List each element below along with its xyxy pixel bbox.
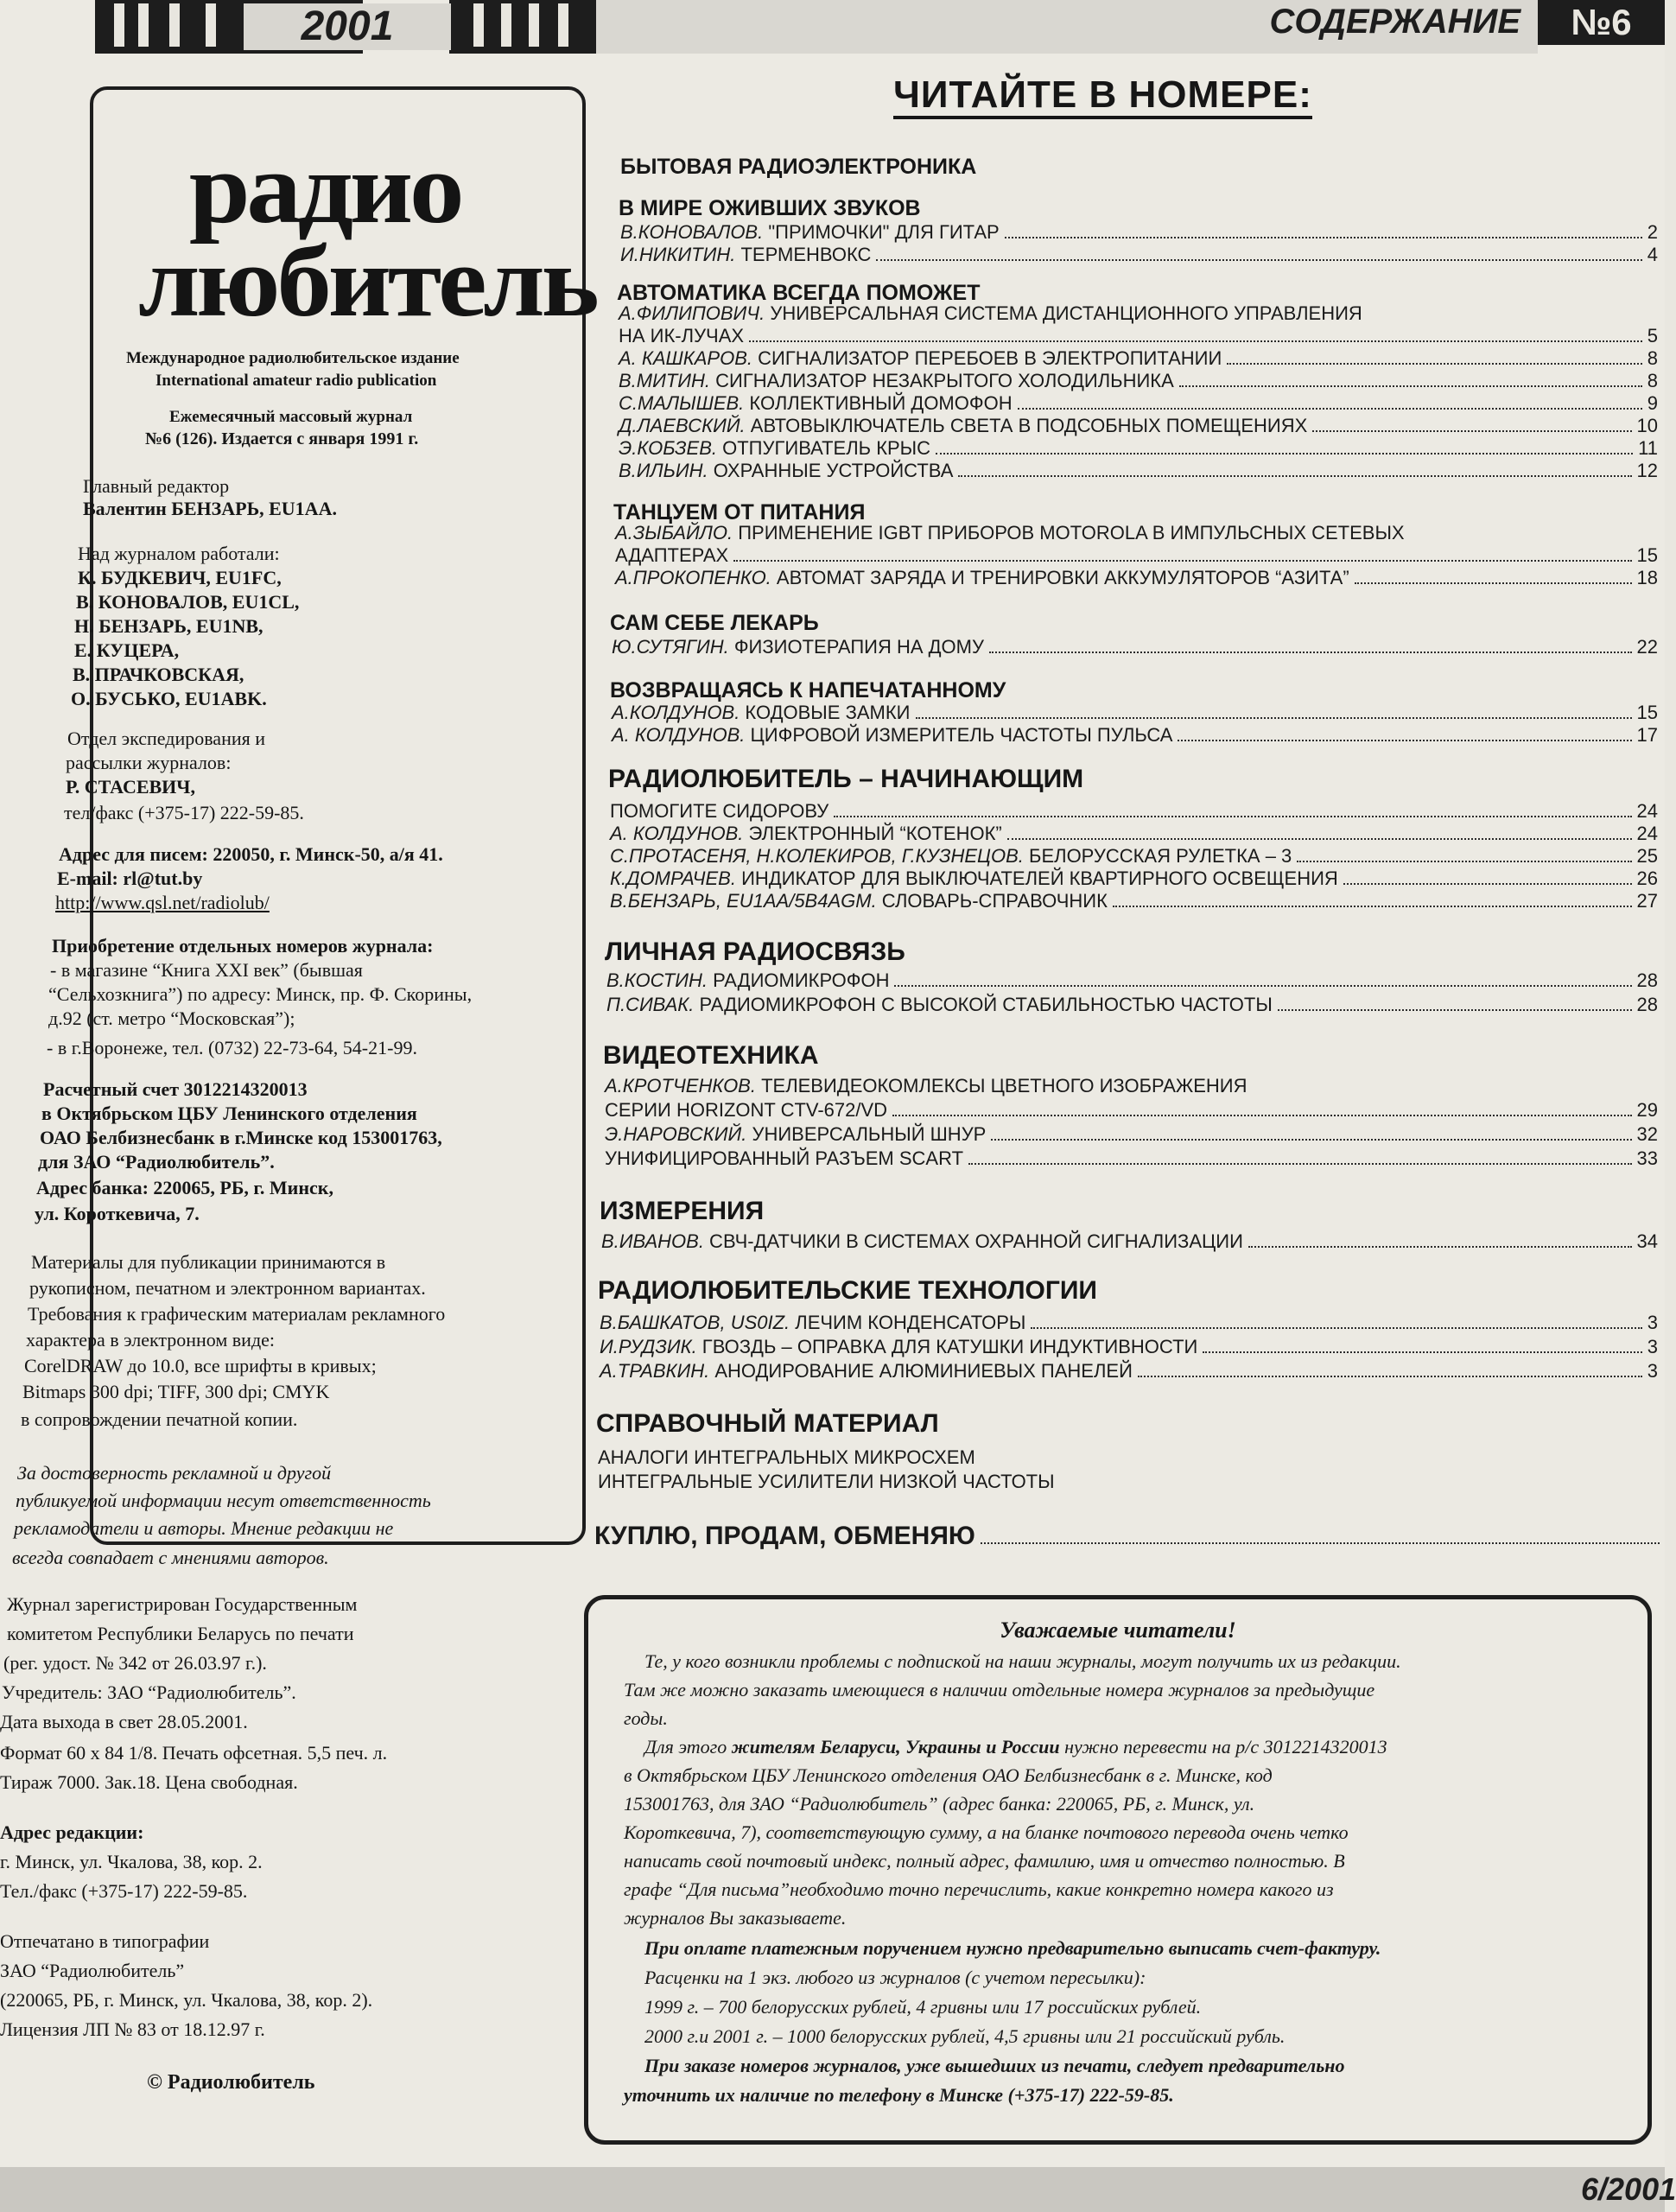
staff-item: Н. БЕНЗАРЬ, EU1NB, xyxy=(74,615,263,637)
toc-entry-page: 32 xyxy=(1636,1123,1658,1145)
toc-entry[interactable] xyxy=(605,1123,1658,1145)
toc-entry[interactable] xyxy=(615,544,1658,566)
toc-entry-page: 15 xyxy=(1636,544,1658,566)
toc-entry[interactable] xyxy=(612,724,1658,746)
top-bar xyxy=(0,0,1665,54)
leader-dots xyxy=(1031,1327,1641,1329)
toc-entry[interactable] xyxy=(600,1312,1658,1333)
toc-entry-page: 10 xyxy=(1636,415,1658,436)
dept-line1: Отдел экспедирования и xyxy=(67,728,266,749)
toc-entry[interactable] xyxy=(610,890,1658,912)
notice-line: уточнить их наличие по телефону в Минске (+375-17) 222-59-85. xyxy=(624,2084,1174,2106)
editorial-address: г. Минск, ул. Чкалова, 38, кор. 2. xyxy=(0,1851,263,1872)
toc-entry-author: Ю.СУТЯГИН. xyxy=(612,636,729,658)
toc-entry-title: СИГНАЛИЗАТОР ПЕРЕБОЕВ В ЭЛЕКТРОПИТАНИИ xyxy=(752,347,1222,369)
buy-line: “Сельхозкнига”) по адресу: Минск, пр. Ф. Скорины, xyxy=(48,983,473,1005)
registration-line: Дата выхода в свет 28.05.2001. xyxy=(0,1711,248,1732)
toc-entry[interactable] xyxy=(610,845,1658,867)
materials-line: CorelDRAW до 10.0, все шрифты в кривых; xyxy=(24,1355,377,1376)
toc-entry[interactable] xyxy=(619,460,1658,481)
printer-line: ЗАО “Радиолюбитель” xyxy=(0,1960,185,1981)
toc-entry-page: 3 xyxy=(1647,1336,1658,1357)
toc-entry-title: СЛОВАРЬ-СПРАВОЧНИК xyxy=(876,890,1108,912)
toc-entry-author: В.КОСТИН. xyxy=(606,969,708,991)
toc-entry[interactable] xyxy=(601,1230,1658,1252)
toc-entry-author: В.КОНОВАЛОВ. xyxy=(620,221,764,243)
toc-section-heading: В МИРЕ ОЖИВШИХ ЗВУКОВ xyxy=(619,196,921,220)
email-link[interactable]: E-mail: rl@tut.by xyxy=(57,868,203,889)
toc-entry-title: ОТПУГИВАТЕЛЬ КРЫС xyxy=(717,437,931,459)
account-line: в Октябрьском ЦБУ Ленинского отделения xyxy=(41,1103,417,1124)
toc-entry-author: И.РУДЗИК. xyxy=(600,1336,697,1357)
toc-entry-title: ТЕРМЕНВОКС xyxy=(735,244,872,265)
dept-line2: рассылки журналов: xyxy=(66,752,232,773)
toc-entry[interactable] xyxy=(610,823,1658,844)
toc-entry[interactable] xyxy=(600,1360,1658,1382)
notice-line: При оплате платежным поручением нужно предварительно выписать счет-фактуру. xyxy=(644,1937,1381,1959)
toc-entry-page: 8 xyxy=(1647,370,1658,391)
account-line: ОАО Белбизнесбанк в г.Минске код 153001763, xyxy=(40,1127,442,1148)
toc-entry-title: АВТОМАТ ЗАРЯДА И ТРЕНИРОВКИ АККУМУЛЯТОРОВ “АЗИТА” xyxy=(771,567,1349,588)
toc-entry[interactable] xyxy=(606,969,1658,991)
toc-entry-title: УНИВЕРСАЛЬНАЯ СИСТЕМА ДИСТАНЦИОННОГО УПРАВЛЕНИЯ xyxy=(765,302,1362,324)
toc-entry-title: ТЕЛЕВИДЕОКОМЛЕКСЫ ЦВЕТНОГО ИЗОБРАЖЕНИЯ xyxy=(755,1075,1247,1096)
toc-entry-title: КОЛЛЕКТИВНЫЙ ДОМОФОН xyxy=(744,392,1013,414)
notice-line: Короткевича, 7), соответствующую сумму, а на бланке почтового перевода очень четко xyxy=(624,1821,1349,1843)
account-line: ул. Короткевича, 7. xyxy=(35,1203,200,1224)
toc-entry-page: 5 xyxy=(1647,325,1658,346)
top-bar-dark-right xyxy=(449,0,596,54)
leader-dots xyxy=(1113,906,1632,907)
toc-section-heading: СПРАВОЧНЫЙ МАТЕРИАЛ xyxy=(596,1409,939,1438)
staff-item: В. КОНОВАЛОВ, EU1CL, xyxy=(76,591,300,613)
notice-line: Расценки на 1 экз. любого из журналов (с учетом пересылки): xyxy=(644,1967,1146,1988)
toc-entry-title: ПРИМЕНЕНИЕ IGBT ПРИБОРОВ MOTOROLA В ИМПУЛЬСНЫХ СЕТЕВЫХ xyxy=(733,522,1405,543)
magazine-logo-line2: любитель xyxy=(137,225,596,338)
toc-entry[interactable] xyxy=(598,1471,1658,1492)
toc-entry-title: АНОДИРОВАНИЕ АЛЮМИНИЕВЫХ ПАНЕЛЕЙ xyxy=(709,1360,1133,1382)
toc-entry-title: РАДИОМИКРОФОН xyxy=(707,969,890,991)
toc-entry-title: СЕРИИ HORIZONT CTV-672/VD xyxy=(605,1099,888,1121)
toc-entry[interactable] xyxy=(615,522,1658,543)
toc-entry-title: "ПРИМОЧКИ" ДЛЯ ГИТАР xyxy=(763,221,1000,243)
toc-entry[interactable] xyxy=(619,392,1658,414)
toc-entry-page: 8 xyxy=(1647,347,1658,369)
leader-dots xyxy=(834,816,1631,817)
account-line: для ЗАО “Радиолюбитель”. xyxy=(38,1151,275,1173)
leader-dots xyxy=(958,475,1631,477)
toc-entry[interactable] xyxy=(619,370,1658,391)
toc-entry-title: ИНДИКАТОР ДЛЯ ВЫКЛЮЧАТЕЛЕЙ КВАРТИРНОГО ОСВЕЩЕНИЯ xyxy=(735,868,1338,889)
magazine-logo-line1: радио xyxy=(188,131,461,245)
toc-entry-author: А. КОЛДУНОВ. xyxy=(610,823,744,844)
buy-title: Приобретение отдельных номеров журнала: xyxy=(52,935,434,957)
toc-entry-author: С.ПРОТАСЕНЯ, Н.КОЛЕКИРОВ, Г.КУЗНЕЦОВ. xyxy=(610,845,1024,867)
leader-dots xyxy=(1203,1351,1641,1353)
toc-section-heading: РАДИОЛЮБИТЕЛЬ – НАЧИНАЮЩИМ xyxy=(608,765,1084,793)
toc-section-heading: ТАНЦУЕМ ОТ ПИТАНИЯ xyxy=(613,500,866,524)
stripe-decoration xyxy=(169,3,180,47)
section-label: СОДЕРЖАНИЕ xyxy=(1269,3,1520,41)
stripe-decoration xyxy=(138,3,149,47)
notice-line: годы. xyxy=(624,1707,668,1729)
materials-line: Материалы для публикации принимаются в xyxy=(31,1251,386,1273)
toc-entry[interactable] xyxy=(619,347,1658,369)
toc-entry[interactable] xyxy=(610,868,1658,889)
toc-entry-title: АДАПТЕРАХ xyxy=(615,544,729,566)
leader-dots xyxy=(1138,1376,1642,1377)
footer-bar xyxy=(0,2167,1665,2212)
materials-line: в сопровождении печатной копии. xyxy=(21,1408,298,1430)
toc-entry-page: 2 xyxy=(1647,221,1658,243)
toc-entry-title: ЦИФРОВОЙ ИЗМЕРИТЕЛЬ ЧАСТОТЫ ПУЛЬСА xyxy=(745,724,1173,746)
leader-dots xyxy=(1278,1009,1632,1011)
toc-entry-author: Э.КОБЗЕВ. xyxy=(619,437,718,459)
notice-line: 153001763, для ЗАО “Радиолюбитель” (адрес банка: 220065, РБ, г. Минск, ул. xyxy=(624,1793,1255,1815)
leader-dots xyxy=(1227,363,1641,365)
toc-entry-author: С.МАЛЫШЕВ. xyxy=(619,392,745,414)
disclaimer-line: рекламодатели и авторы. Мнение редакции не xyxy=(14,1517,394,1539)
toc-entry-page: 29 xyxy=(1636,1099,1658,1121)
toc-entry[interactable] xyxy=(620,244,1658,265)
registration-line: Учредитель: ЗАО “Радиолюбитель”. xyxy=(2,1681,296,1703)
notice-line: 2000 г.и 2001 г. – 1000 белорусских рублей, 4,5 гривны или 21 российский рубль. xyxy=(644,2025,1286,2047)
toc-entry-page: 28 xyxy=(1636,994,1658,1015)
mail-address: Адрес для писем: 220050, г. Минск-50, а/я 41. xyxy=(59,843,443,865)
toc-entry-page: 28 xyxy=(1636,969,1658,991)
toc-entry[interactable] xyxy=(606,994,1658,1015)
registration-line: Тираж 7000. Зак.18. Цена свободная. xyxy=(0,1771,298,1793)
account-line: Расчетный счет 3012214320013 xyxy=(43,1078,308,1100)
toc-entry[interactable] xyxy=(600,1336,1658,1357)
leader-dots xyxy=(1312,430,1631,432)
staff-item: Е. КУЦЕРА, xyxy=(74,639,180,661)
toc-entry-page: 3 xyxy=(1647,1360,1658,1382)
materials-line: Требования к графическим материалам рекламного xyxy=(28,1303,446,1325)
toc-entry-title: АВТОВЫКЛЮЧАТЕЛЬ СВЕТА В ПОДСОБНЫХ ПОМЕЩЕНИЯХ xyxy=(745,415,1308,436)
toc-entry-title: ЭЛЕКТРОННЫЙ “КОТЕНОК” xyxy=(743,823,1002,844)
footer-issue-number: 6/2001 xyxy=(1581,2171,1676,2207)
leader-dots xyxy=(749,340,1642,342)
printer-line: Отпечатано в типографии xyxy=(0,1930,210,1952)
toc-entry-title: КОДОВЫЕ ЗАМКИ xyxy=(740,702,911,723)
leader-dots xyxy=(1018,408,1642,410)
worked-label: Над журналом работали: xyxy=(78,543,280,564)
toc-entry-author: П.СИВАК. xyxy=(606,994,695,1015)
toc-entry-title: ЛЕЧИМ КОНДЕНСАТОРЫ xyxy=(790,1312,1026,1333)
toc-entry-title: СИГНАЛИЗАТОР НЕЗАКРЫТОГО ХОЛОДИЛЬНИКА xyxy=(710,370,1174,391)
toc-section-heading: ВОЗВРАЩАЯСЬ К НАПЕЧАТАННОМУ xyxy=(610,678,1006,702)
registration-line: (рег. удост. № 342 от 26.03.97 г.). xyxy=(3,1652,267,1674)
leader-dots xyxy=(1007,838,1632,840)
toc-entry-page: 22 xyxy=(1636,636,1658,658)
toc-entry-title: ОХРАННЫЕ УСТРОЙСТВА xyxy=(708,460,954,481)
leader-dots xyxy=(1248,1246,1632,1248)
toc-entry-page: 26 xyxy=(1636,868,1658,889)
materials-line: характера в электронном виде: xyxy=(26,1329,276,1351)
materials-line: Bitmaps 300 dpi; TIFF, 300 dpi; CMYK xyxy=(22,1381,330,1402)
copyright: © Радиолюбитель xyxy=(147,2071,315,2094)
toc-entry-author: В.БЕНЗАРЬ, EU1AA/5B4AGM. xyxy=(610,890,877,912)
buy-line: - в магазине “Книга XXI век” (бывшая xyxy=(50,959,363,981)
leader-dots xyxy=(1179,385,1642,387)
toc-entry-title: СВЧ-ДАТЧИКИ В СИСТЕМАХ ОХРАННОЙ СИГНАЛИЗАЦИИ xyxy=(703,1230,1243,1252)
toc-entry-title: ФИЗИОТЕРАПИЯ НА ДОМУ xyxy=(728,636,984,658)
toc-entry-author: А.ПРОКОПЕНКО. xyxy=(615,567,771,588)
stripe-decoration xyxy=(473,3,484,47)
toc-entry-author: Д.ЛАЕВСКИЙ. xyxy=(619,415,746,436)
toc-entry-author: В.ИВАНОВ. xyxy=(601,1230,704,1252)
toc-entry-page: 34 xyxy=(1636,1230,1658,1252)
notice-line: в Октябрьском ЦБУ Ленинского отделения ОАО Белбизнесбанк в г. Минске, код xyxy=(624,1764,1273,1786)
leader-dots xyxy=(981,1542,1660,1544)
toc-entry-author: Э.НАРОВСКИЙ. xyxy=(605,1123,747,1145)
toc-entry[interactable] xyxy=(619,302,1658,324)
toc-entry-page: 17 xyxy=(1636,724,1658,746)
notice-line: графе “Для письма”необходимо точно перечислить, какие конкретно номера какого из xyxy=(624,1878,1334,1900)
leader-dots xyxy=(1005,237,1642,238)
toc-entry[interactable] xyxy=(605,1075,1658,1096)
toc-section-heading: РАДИОЛЮБИТЕЛЬСКИЕ ТЕХНОЛОГИИ xyxy=(598,1276,1097,1305)
editorial-phone: Тел./факс (+375-17) 222-59-85. xyxy=(0,1880,248,1902)
toc-entry-author: А. КАШКАРОВ. xyxy=(619,347,752,369)
website-link[interactable]: http://www.qsl.net/radiolub/ xyxy=(55,892,270,913)
leader-dots xyxy=(991,1139,1631,1141)
toc-entry[interactable] xyxy=(612,702,1658,723)
toc-entry-page: 27 xyxy=(1636,890,1658,912)
account-line: Адрес банка: 220065, РБ, г. Минск, xyxy=(36,1177,333,1198)
buy-line: - в г.Воронеже, тел. (0732) 22-73-64, 54-21-99. xyxy=(47,1037,417,1058)
toc-entry-title: РАДИОМИКРОФОН С ВЫСОКОЙ СТАБИЛЬНОСТЬЮ ЧАСТОТЫ xyxy=(694,994,1273,1015)
notice-line: журналов Вы заказываете. xyxy=(624,1907,847,1929)
chief-label: Главный редактор xyxy=(83,475,230,497)
notice-title: Уважаемые читатели! xyxy=(1000,1618,1236,1643)
toc-entry-page: 9 xyxy=(1647,392,1658,414)
notice-line: Там же можно заказать имеющиеся в наличии отдельные номера журналов за предыдущие xyxy=(624,1679,1375,1700)
toc-entry-title: БЕЛОРУССКАЯ РУЛЕТКА – 3 xyxy=(1023,845,1292,867)
printer-line: (220065, РБ, г. Минск, ул. Чкалова, 38, кор. 2). xyxy=(0,1989,373,2011)
toc-entry-page: 18 xyxy=(1636,567,1658,588)
leader-dots xyxy=(936,453,1633,454)
leader-dots xyxy=(1343,883,1632,885)
toc-entry-page: 15 xyxy=(1636,702,1658,723)
toc-entry[interactable] xyxy=(605,1147,1658,1169)
toc-entry-page: 33 xyxy=(1636,1147,1658,1169)
disclaimer-line: публикуемой информации несут ответственность xyxy=(16,1490,431,1511)
toc-section-heading: АВТОМАТИКА ВСЕГДА ПОМОЖЕТ xyxy=(617,281,981,305)
toc-entry-page: 12 xyxy=(1636,460,1658,481)
toc-entry-author: А.КРОТЧЕНКОВ. xyxy=(605,1075,756,1096)
toc-entry-author: А. КОЛДУНОВ. xyxy=(612,724,746,746)
toc-buy-sell[interactable]: КУПЛЮ, ПРОДАМ, ОБМЕНЯЮ xyxy=(594,1521,1665,1552)
toc-entry[interactable] xyxy=(612,636,1658,658)
notice-line: Для этого жителям Беларуси, Украины и России нужно перевести на р/с 3012214320013 xyxy=(644,1736,1387,1758)
toc-entry-title: АНАЛОГИ ИНТЕГРАЛЬНЫХ МИКРОСХЕМ xyxy=(598,1446,975,1468)
notice-line: 1999 г. – 700 белорусских рублей, 4 гривны или 17 российских рублей. xyxy=(644,1996,1202,2018)
intl-ru: Международное радиолюбительское издание xyxy=(126,349,460,367)
intl-en: International amateur radio publication xyxy=(156,372,437,390)
toc-entry-author: А.ЗЫБАЙЛО. xyxy=(615,522,733,543)
leader-dots xyxy=(989,652,1632,653)
toc-entry-title: НА ИК-ЛУЧАХ xyxy=(619,325,745,346)
toc-section-heading: ЛИЧНАЯ РАДИОСВЯЗЬ xyxy=(605,938,905,966)
staff-item: В. ПРАЧКОВСКАЯ, xyxy=(73,664,244,685)
registration-line: комитетом Республики Беларусь по печати xyxy=(7,1623,354,1644)
toc-entry-page: 24 xyxy=(1636,823,1658,844)
toc-entry[interactable] xyxy=(610,800,1658,822)
stripe-decoration xyxy=(114,3,124,47)
year-label: 2001 xyxy=(244,3,451,50)
category-heading: БЫТОВАЯ РАДИОЭЛЕКТРОНИКА xyxy=(620,155,977,179)
issue-badge: №6 xyxy=(1538,0,1665,45)
toc-section-heading: САМ СЕБЕ ЛЕКАРЬ xyxy=(610,611,819,635)
stripe-decoration xyxy=(558,3,568,47)
staff-item: О. БУСЬКО, EU1ABK. xyxy=(71,688,267,709)
toc-entry[interactable] xyxy=(615,567,1658,588)
stripe-decoration xyxy=(529,3,539,47)
toc-entry[interactable] xyxy=(605,1099,1658,1121)
toc-entry-page: 25 xyxy=(1636,845,1658,867)
toc-title: ЧИТАЙТЕ В НОМЕРЕ: xyxy=(893,73,1312,116)
leader-dots xyxy=(1355,582,1632,584)
notice-line: написать свой почтовый индекс, полный адрес, фамилию, имя и отчество полностью. В xyxy=(624,1850,1345,1872)
toc-entry-author: В.БАШКАТОВ, US0IZ. xyxy=(600,1312,790,1333)
registration-line: Формат 60 х 84 1/8. Печать офсетная. 5,5 печ. л. xyxy=(0,1742,388,1764)
toc-entry-author: В.ИЛЬИН. xyxy=(619,460,708,481)
leader-dots xyxy=(916,717,1632,719)
disclaimer-line: За достоверность рекламной и другой xyxy=(17,1462,332,1484)
toc-entry-title: ПОМОГИТЕ СИДОРОВУ xyxy=(610,800,829,822)
toc-entry-title: ГВОЗДЬ – ОПРАВКА ДЛЯ КАТУШКИ ИНДУКТИВНОСТИ xyxy=(696,1336,1198,1357)
leader-dots xyxy=(968,1163,1632,1165)
registration-line: Журнал зарегистрирован Государственным xyxy=(7,1593,358,1615)
printer-line: Лицензия ЛП № 83 от 18.12.97 г. xyxy=(0,2018,265,2040)
toc-entry-title: УНИВЕРСАЛЬНЫЙ ШНУР xyxy=(746,1123,987,1145)
dept-phone: тел/факс (+375-17) 222-59-85. xyxy=(64,802,304,823)
toc-entry-author: И.НИКИТИН. xyxy=(620,244,736,265)
toc-entry-title: ИНТЕГРАЛЬНЫЕ УСИЛИТЕЛИ НИЗКОЙ ЧАСТОТЫ xyxy=(598,1471,1055,1492)
stripe-decoration xyxy=(501,3,511,47)
dept-name: Р. СТАСЕВИЧ, xyxy=(66,776,195,798)
notice-line: При заказе номеров журналов, уже вышедших из печати, следует предварительно xyxy=(644,2055,1345,2076)
toc-entry[interactable] xyxy=(619,437,1658,459)
materials-line: рукописном, печатном и электронном вариантах. xyxy=(29,1277,426,1299)
toc-entry-page: 3 xyxy=(1647,1312,1658,1333)
leader-dots xyxy=(1297,861,1631,862)
chief-name: Валентин БЕНЗАРЬ, EU1AA. xyxy=(83,498,337,519)
toc-section-heading: ИЗМЕРЕНИЯ xyxy=(600,1197,765,1225)
toc-entry-page: 24 xyxy=(1636,800,1658,822)
leader-dots xyxy=(1178,740,1631,741)
toc-entry[interactable] xyxy=(598,1446,1658,1468)
toc-entry-author: В.МИТИН. xyxy=(619,370,711,391)
toc-section-heading: ВИДЕОТЕХНИКА xyxy=(603,1041,819,1070)
leader-dots xyxy=(733,560,1631,562)
staff-item: К. БУДКЕВИЧ, EU1FC, xyxy=(78,567,282,588)
toc-entry-page: 11 xyxy=(1638,437,1658,459)
toc-entry-page: 4 xyxy=(1647,244,1658,265)
toc-entry-author: А.ТРАВКИН. xyxy=(600,1360,710,1382)
toc-entry[interactable] xyxy=(619,325,1658,346)
toc-entry-title: УНИФИЦИРОВАННЫЙ РАЗЪЕМ SCART xyxy=(605,1147,964,1169)
stripe-decoration xyxy=(206,3,216,47)
monthly-label: Ежемесячный массовый журнал xyxy=(169,408,413,426)
issue-info: №6 (126). Издается с января 1991 г. xyxy=(145,429,419,448)
leader-dots xyxy=(876,259,1641,261)
toc-entry-author: А.КОЛДУНОВ. xyxy=(612,702,740,723)
leader-dots xyxy=(892,1115,1631,1116)
toc-entry-author: К.ДОМРАЧЕВ. xyxy=(610,868,736,889)
notice-line: Те, у кого возникли проблемы с подпиской на наши журналы, могут получить их из редакции. xyxy=(644,1650,1401,1672)
leader-dots xyxy=(894,985,1631,987)
toc-entry[interactable] xyxy=(620,221,1658,243)
disclaimer-line: всегда совпадает с мнениями авторов. xyxy=(12,1547,329,1568)
toc-entry-author: А.ФИЛИПОВИЧ. xyxy=(619,302,765,324)
buy-line: д.92 (ст. метро “Московская”); xyxy=(48,1007,295,1029)
editorial-label: Адрес редакции: xyxy=(0,1821,144,1843)
toc-entry[interactable] xyxy=(619,415,1658,436)
